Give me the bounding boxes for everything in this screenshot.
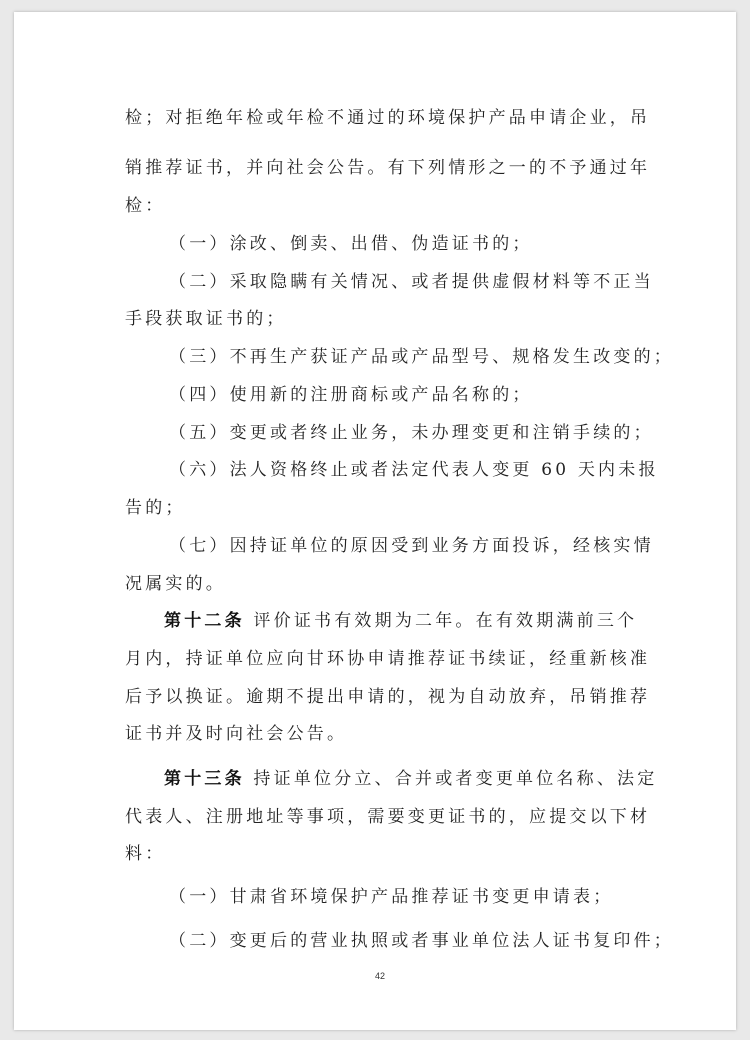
text-line: 证书并及时向社会公告。 [125, 724, 348, 744]
text-line: 手段获取证书的； [125, 309, 287, 329]
text-line: 月内，持证单位应向甘环协申请推荐证书续证，经重新核准 [125, 649, 651, 669]
list-item: （三）不再生产获证产品或产品型号、规格发生改变的； [169, 347, 674, 367]
document-page [14, 12, 736, 1030]
text-line: 料： [125, 844, 166, 864]
page-number: 42 [375, 971, 386, 981]
article-12-text: 评价证书有效期为二年。在有效期满前三个 [253, 611, 638, 631]
list-item: （二）采取隐瞒有关情况、或者提供虚假材料等不正当 [169, 272, 654, 292]
article-12-heading: 第十二条 [164, 611, 245, 631]
text-line: 告的； [125, 498, 186, 518]
text-line: 检： [125, 196, 166, 216]
list-item: （二）变更后的营业执照或者事业单位法人证书复印件； [169, 931, 674, 951]
list-item: （六）法人资格终止或者法定代表人变更 60 天内未报 [169, 460, 659, 480]
article-13-first-line [164, 769, 657, 789]
text-line: 代表人、注册地址等事项，需要变更证书的，应提交以下材 [125, 807, 651, 827]
list-item: （四）使用新的注册商标或产品名称的； [169, 385, 533, 405]
text-line: 况属实的。 [125, 574, 226, 594]
text-line: 检；对拒绝年检或年检不通过的环境保护产品申请企业，吊 [125, 108, 651, 128]
list-item: （一）涂改、倒卖、出借、伪造证书的； [169, 234, 533, 254]
article-12-first-line [164, 611, 637, 631]
article-13-text: 持证单位分立、合并或者变更单位名称、法定 [253, 769, 658, 789]
article-13-heading: 第十三条 [164, 769, 245, 789]
text-line: 销推荐证书，并向社会公告。有下列情形之一的不予通过年 [125, 158, 651, 178]
list-item: （一）甘肃省环境保护产品推荐证书变更申请表； [169, 887, 614, 907]
list-item: （七）因持证单位的原因受到业务方面投诉，经核实情 [169, 536, 654, 556]
list-item: （五）变更或者终止业务，未办理变更和注销手续的； [169, 423, 654, 443]
text-line: 后予以换证。逾期不提出申请的，视为自动放弃，吊销推荐 [125, 687, 651, 707]
